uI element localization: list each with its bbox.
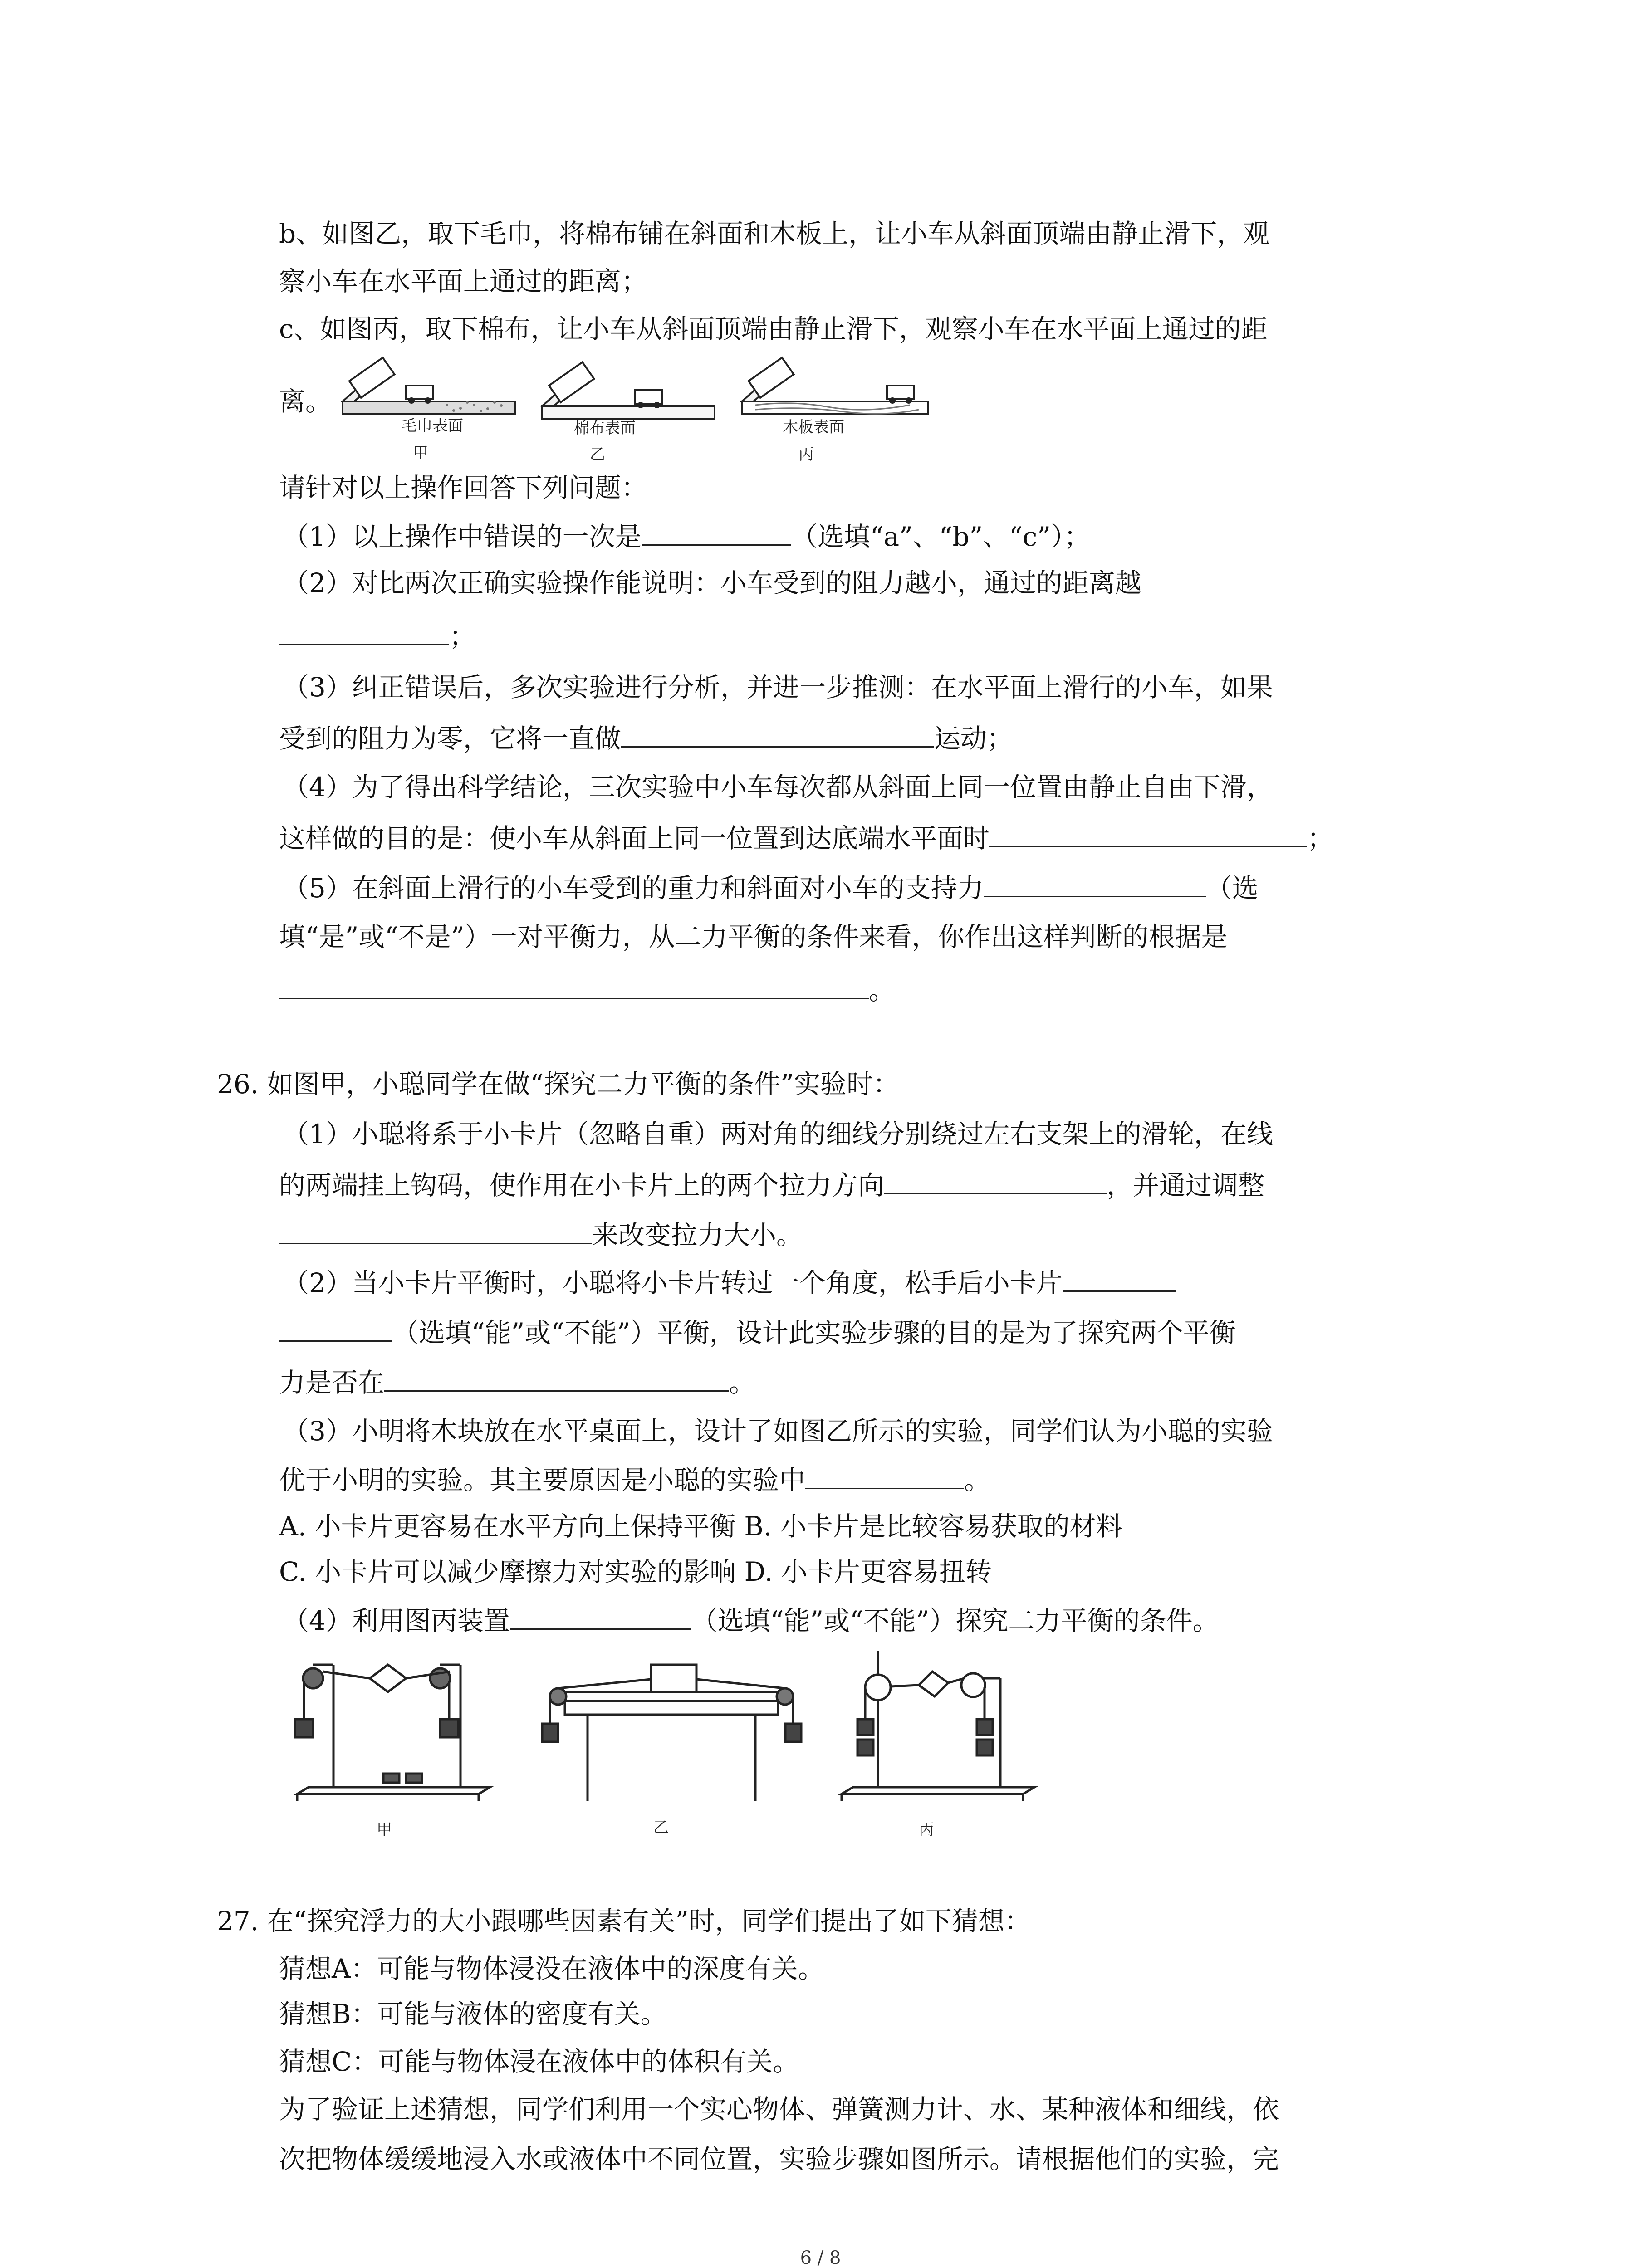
surface-label-towel: 毛巾表面 bbox=[402, 417, 463, 435]
s3-end: 。 bbox=[964, 1465, 991, 1496]
panel-label-yi: 乙 bbox=[590, 445, 605, 464]
answer-blank[interactable] bbox=[621, 719, 934, 748]
s2-text-2: 力是否在 bbox=[279, 1367, 385, 1398]
s1-text-2: ，并通过调整 bbox=[1107, 1170, 1265, 1201]
inclined-plane-figure bbox=[338, 352, 937, 469]
p26-step-4 bbox=[283, 1601, 1219, 1639]
p26-step-2 bbox=[283, 1263, 1176, 1301]
question-5-answer bbox=[279, 971, 895, 1008]
q1-hint: （选填“a”、“b”、“c”）； bbox=[791, 521, 1091, 552]
s2-text: （2）当小卡片平衡时，小聪将小卡片转过一个角度，松手后小卡片 bbox=[283, 1267, 1063, 1298]
question-4: （4）为了得出科学结论，三次实验中小车每次都从斜面上同一位置由静止自由下滑， bbox=[283, 772, 1273, 802]
s4-text: （4）利用图丙装置 bbox=[283, 1605, 510, 1636]
panel-towel bbox=[343, 357, 515, 462]
answer-blank[interactable] bbox=[279, 1216, 592, 1244]
surface-label-wood: 木板表面 bbox=[783, 418, 844, 436]
p26-step-1: （1）小聪将系于小卡片（忽略自重）两对角的细线分别绕过左右支架上的滑轮，在线 bbox=[283, 1119, 1273, 1149]
options-cd: C. 小卡片可以减少摩擦力对实验的影响 D. 小卡片更容易扭转 bbox=[279, 1556, 992, 1587]
p26-step-1-cont bbox=[279, 1166, 1264, 1203]
s4-hint: （选填“能”或“不能”）探究二力平衡的条件。 bbox=[691, 1605, 1219, 1636]
question-1 bbox=[283, 517, 1090, 555]
question-5 bbox=[283, 869, 1259, 906]
answer-blank[interactable] bbox=[510, 1601, 691, 1630]
question-3-cont bbox=[279, 719, 1013, 757]
answer-blank[interactable] bbox=[384, 1363, 729, 1392]
q1-text: （1）以上操作中错误的一次是 bbox=[283, 521, 642, 552]
problem-27-title: 27. 在“探究浮力的大小跟哪些因素有关”时，同学们提出了如下猜想： bbox=[217, 1906, 1031, 1936]
text-line: 请针对以上操作回答下列问题： bbox=[279, 472, 648, 503]
q5-text: （5）在斜面上滑行的小车受到的重力和斜面对小车的支持力 bbox=[283, 873, 984, 904]
answer-blank[interactable] bbox=[279, 617, 449, 645]
s1-text: 的两端挂上钩码，使作用在小卡片上的两个拉力方向 bbox=[279, 1170, 885, 1201]
q4-end: ； bbox=[1307, 823, 1334, 854]
answer-blank[interactable] bbox=[279, 971, 869, 999]
text-line: 次把物体缓缓地浸入水或液体中不同位置，实验步骤如图所示。请根据他们的实验，完 bbox=[279, 2144, 1279, 2175]
page-number: 6 / 8 bbox=[800, 2248, 841, 2268]
surface-label-cotton: 棉布表面 bbox=[574, 419, 636, 437]
guess-b: 猜想B：可能与液体的密度有关。 bbox=[279, 1999, 667, 2029]
p26-step-2-cont bbox=[279, 1313, 1236, 1351]
options-ab: A. 小卡片更容易在水平方向上保持平衡 B. 小卡片是比较容易获取的材料 bbox=[279, 1511, 1122, 1542]
q5-end: 。 bbox=[869, 975, 896, 1006]
apparatus-jia bbox=[295, 1665, 490, 1839]
panel-wood bbox=[742, 357, 928, 464]
question-3: （3）纠正错误后，多次实验进行分析，并进一步推测：在水平面上滑行的小车，如果 bbox=[283, 672, 1273, 703]
s3-text: 优于小明的实验。其主要原因是小聪的实验中 bbox=[279, 1465, 806, 1496]
problem-26-title: 26. 如图甲，小聪同学在做“探究二力平衡的条件”实验时： bbox=[217, 1069, 899, 1100]
panel-label-bing: 丙 bbox=[798, 445, 814, 464]
apparatus-yi bbox=[542, 1665, 801, 1837]
text-line: 察小车在水平面上通过的距离； bbox=[279, 266, 648, 297]
answer-blank[interactable] bbox=[884, 1166, 1107, 1194]
answer-blank[interactable] bbox=[642, 517, 791, 546]
force-balance-figure bbox=[288, 1651, 1096, 1864]
guess-c: 猜想C：可能与物体浸在液体中的体积有关。 bbox=[279, 2046, 799, 2077]
text-line: b、如图乙，取下毛巾，将棉布铺在斜面和木板上，让小车从斜面顶端由静止滑下，观 bbox=[279, 218, 1270, 249]
q3-end: 运动； bbox=[934, 723, 1014, 754]
p26-step-3-cont bbox=[279, 1461, 990, 1498]
panel-label-jia-bottom: 甲 bbox=[377, 1821, 392, 1839]
q3-text: 受到的阻力为零，它将一直做 bbox=[279, 723, 622, 754]
s2-hint: （选填“能”或“不能”）平衡，设计此实验步骤的目的是为了探究两个平衡 bbox=[392, 1317, 1236, 1348]
panel-label-bing-bottom: 丙 bbox=[919, 1821, 934, 1839]
question-5-cont: 填“是”或“不是”）一对平衡力，从二力平衡的条件来看，你作出这样判断的根据是 bbox=[279, 921, 1228, 952]
question-2-cont bbox=[279, 617, 475, 655]
answer-blank[interactable] bbox=[989, 819, 1307, 847]
apparatus-bing bbox=[842, 1651, 1034, 1839]
s1-end: 来改变拉力大小。 bbox=[592, 1220, 803, 1251]
q5-hint: （选 bbox=[1205, 873, 1259, 904]
p26-step-1-end bbox=[279, 1216, 803, 1253]
answer-blank[interactable] bbox=[1063, 1263, 1176, 1292]
q4-text: 这样做的目的是：使小车从斜面上同一位置到达底端水平面时 bbox=[279, 823, 990, 854]
p26-step-2-end bbox=[279, 1363, 755, 1401]
guess-a: 猜想A：可能与物体浸没在液体中的深度有关。 bbox=[279, 1953, 824, 1984]
answer-blank[interactable] bbox=[805, 1461, 964, 1489]
text-line: 离。 bbox=[279, 386, 332, 417]
panel-label-yi-bottom: 乙 bbox=[653, 1818, 669, 1837]
panel-cotton bbox=[542, 362, 715, 464]
answer-blank[interactable] bbox=[279, 1313, 392, 1342]
text-line: 为了验证上述猜想，同学们利用一个实心物体、弹簧测力计、水、某种液体和细线，依 bbox=[279, 2094, 1279, 2125]
text-line: c、如图丙，取下棉布，让小车从斜面顶端由静止滑下，观察小车在水平面上通过的距 bbox=[279, 313, 1268, 344]
p26-step-3: （3）小明将木块放在水平桌面上，设计了如图乙所示的实验，同学们认为小聪的实验 bbox=[283, 1416, 1273, 1447]
q2-end: ； bbox=[449, 621, 476, 652]
answer-blank[interactable] bbox=[984, 869, 1206, 897]
question-4-cont bbox=[279, 819, 1333, 856]
panel-label-jia: 甲 bbox=[413, 444, 428, 462]
question-2: （2）对比两次正确实验操作能说明：小车受到的阻力越小，通过的距离越 bbox=[283, 567, 1141, 598]
s2-end: 。 bbox=[729, 1367, 756, 1398]
